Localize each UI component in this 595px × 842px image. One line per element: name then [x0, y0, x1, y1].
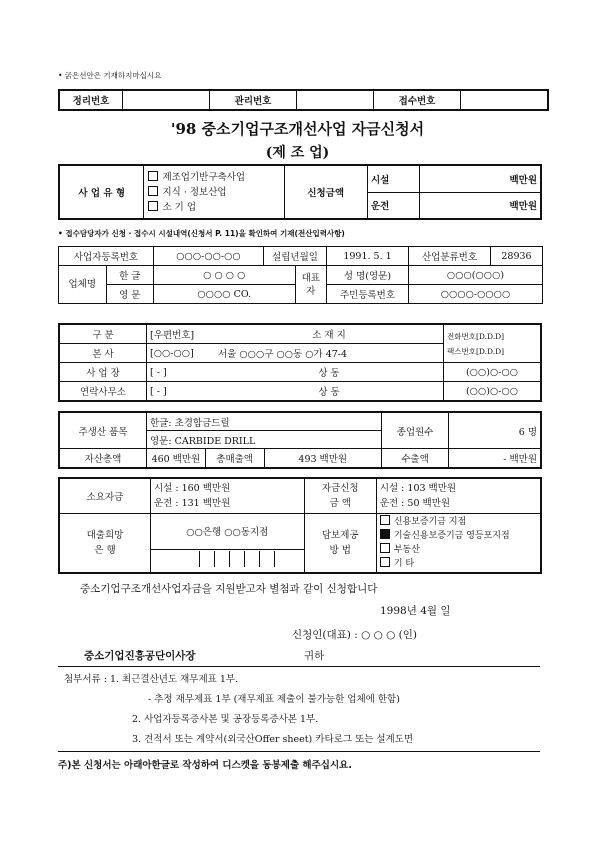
operating-value[interactable]: 백만원 [420, 192, 541, 219]
honorific: 귀하 [304, 650, 325, 662]
business-type-options [144, 165, 284, 219]
sales-value[interactable]: 493 백만원 [264, 449, 382, 469]
phone-fax-header [444, 324, 542, 363]
page-title: '98 중소기업구조개선사업 자금신청서 [170, 120, 425, 138]
declaration-statement: 중소기업구조개선사업자금을 지원받고자 별첨과 같이 신청합니다 [80, 583, 378, 595]
site-address[interactable]: 상 동 [215, 363, 444, 382]
site-label: 사 업 장 [59, 363, 147, 382]
attachment-1b: - 추정 재무제표 1부 (재무제표 제출이 불가능한 업체에 한함) [148, 694, 400, 705]
attachments-box [58, 666, 540, 752]
hq-label: 본 사 [59, 344, 147, 363]
col-address: 소 재 지 [215, 324, 444, 344]
apply-amount-label: 신청금액 [284, 165, 367, 219]
bank-value[interactable]: ○○은행 ○○동지점 [150, 514, 304, 550]
ind-value[interactable]: 28936 [491, 247, 543, 266]
need-operating[interactable]: 운전 : 131 백만원 [153, 498, 231, 509]
option-3[interactable]: 소 기 업 [148, 200, 280, 215]
hq-address[interactable]: 서울 ○○○구 ○○동 ○가 47-4 [215, 344, 444, 363]
option-2[interactable]: 지식 · 정보산업 [148, 185, 280, 200]
applicant-line: 신청인(대표) : ○ ○ ○ (인) [292, 629, 417, 641]
mgmt-label: 관리번호 [210, 90, 297, 110]
recv-value[interactable] [461, 90, 549, 110]
sales-label: 총매출액 [205, 449, 264, 469]
attachment-3: 3. 견적서 또는 계약서(외국산Offer sheet) 카타로그 또는 설계도면 [132, 734, 414, 745]
checkbox-icon[interactable] [148, 186, 158, 196]
checkbox-checked-icon[interactable] [380, 529, 390, 539]
employee-value[interactable]: 6 명 [449, 412, 542, 449]
header-table [58, 89, 549, 111]
request-operating[interactable]: 운전 : 50 백만원 [379, 498, 451, 509]
recv-label: 접수번호 [374, 90, 461, 110]
rep-id-value[interactable]: ○○○○-○○○○ [409, 285, 543, 304]
funds-table [58, 477, 542, 574]
request-facility[interactable]: 시설 : 103 백만원 [379, 483, 457, 494]
reg-no-value[interactable]: ○○○-○○-○○ [154, 247, 264, 266]
attachment-2: 2. 사업자등록증사본 및 공장등록증사본 1부. [132, 714, 319, 725]
need-facility[interactable]: 시설 : 160 백만원 [153, 483, 231, 494]
mgmt-value[interactable] [297, 90, 374, 110]
rep-name-value[interactable]: ○○○(○○○) [409, 266, 543, 285]
checkbox-icon[interactable] [380, 543, 390, 553]
bank-label-1: 대출희망 [86, 530, 124, 541]
collateral-option-3[interactable]: 부동산 [380, 543, 537, 557]
ind-label: 산업분류번호 [409, 247, 491, 266]
est-label: 설립년월일 [264, 247, 327, 266]
request-label-2: 금 액 [329, 498, 351, 509]
account-box[interactable] [260, 551, 275, 567]
request-label [304, 478, 376, 514]
collateral-label-1: 담보제공 [321, 530, 359, 541]
office-label: 연락사무소 [59, 382, 147, 402]
bank-label [59, 514, 150, 574]
checkbox-icon[interactable] [380, 515, 390, 525]
collateral-label-2: 방 법 [329, 545, 351, 556]
rep-name-label: 성 명(영문) [327, 266, 409, 285]
attachments-label: 첨부서류 : 1. 최근결산년도 재무제표 1부. [64, 674, 239, 685]
account-box[interactable] [215, 551, 230, 567]
product-eng[interactable]: 영문: CARBIDE DRILL [147, 431, 382, 449]
checkbox-icon[interactable] [148, 171, 158, 181]
eng-label: 영 문 [106, 285, 154, 304]
collateral-label [304, 514, 376, 574]
request-values [376, 478, 541, 514]
checkbox-icon[interactable] [380, 557, 390, 567]
need-values [150, 478, 304, 514]
company-table [58, 246, 543, 304]
business-type-table [58, 164, 542, 220]
address-table [58, 323, 542, 402]
product-label: 주생산 품목 [59, 412, 147, 449]
export-label: 수출액 [382, 449, 449, 469]
eng-value[interactable]: ○○○○ CO. [154, 285, 296, 304]
office-address[interactable]: 상 동 [215, 382, 444, 402]
collateral-option-2[interactable]: 기술신용보증기금 영등포지점 [380, 529, 537, 543]
operating-label: 운전 [367, 192, 420, 219]
kor-value[interactable]: ○ ○ ○ ○ [154, 266, 296, 285]
facility-value[interactable]: 백만원 [420, 165, 541, 192]
product-table [58, 411, 542, 469]
bank-label-2: 은 행 [94, 545, 116, 556]
page-subtitle: (제 조 업) [265, 145, 330, 161]
company-name-side: 업체명 [59, 266, 107, 304]
fax-label: 팩스번호[D.D.D] [447, 346, 505, 356]
employee-label: 종업원수 [382, 412, 449, 449]
rep-side: 대표자 [295, 266, 327, 304]
account-box[interactable] [245, 551, 260, 567]
notice-mid: • 접수담당자가 신청 · 접수시 시설내역(신청서 P. 11)을 확인하여 기재(전산입력사항) [58, 229, 345, 238]
reg-value[interactable] [123, 90, 210, 110]
account-box[interactable] [230, 551, 245, 567]
account-boxes[interactable] [150, 549, 304, 573]
col-zip: [우편번호] [147, 324, 216, 344]
col-category: 구 분 [59, 324, 147, 344]
assets-value[interactable]: 460 백만원 [147, 449, 206, 469]
business-type-label: 사 업 유 형 [59, 165, 144, 219]
assets-label: 자산총액 [59, 449, 147, 469]
account-box[interactable] [185, 551, 200, 567]
account-box[interactable] [200, 551, 215, 567]
declaration-date: 1998년 4월 일 [380, 605, 451, 617]
kor-label: 한 글 [106, 266, 154, 285]
request-label-1: 자금신청 [321, 483, 359, 494]
collateral-option-4[interactable]: 기 타 [380, 557, 537, 571]
notice-top: • 굵은선안은 기재하지마십시요 [58, 71, 162, 80]
phone-label: 전화번호[D.D.D] [447, 331, 505, 341]
site-zip[interactable]: [ - ] [147, 363, 216, 382]
collateral-options [376, 514, 541, 574]
rep-id-label: 주민등록번호 [327, 285, 409, 304]
need-label: 소요자금 [59, 478, 150, 514]
product-kor[interactable]: 한글: 초경합금드릴 [147, 412, 382, 431]
option-1[interactable]: 제조업기반구축사업 [148, 170, 280, 185]
reg-no-label: 사업자등록번호 [59, 247, 154, 266]
office-phone[interactable]: (○○)○-○○ [444, 382, 542, 402]
reg-label: 정리번호 [59, 90, 123, 110]
facility-label: 시설 [367, 165, 420, 192]
office-zip[interactable]: [ - ] [147, 382, 216, 402]
site-phone[interactable]: (○○)○-○○ [444, 363, 542, 382]
export-value[interactable]: - 백만원 [449, 449, 542, 469]
est-value[interactable]: 1991. 5. 1 [327, 247, 409, 266]
collateral-option-1[interactable]: 신용보증기금 지점 [380, 515, 537, 529]
hq-zip[interactable]: [○○-○○] [147, 344, 216, 363]
recipient: 중소기업진흥공단이사장 [84, 650, 196, 662]
footer-note: 주)본 신청서는 아래아한글로 작성하여 디스켓을 동봉제출 해주십시요. [58, 760, 352, 771]
checkbox-icon[interactable] [148, 201, 158, 211]
